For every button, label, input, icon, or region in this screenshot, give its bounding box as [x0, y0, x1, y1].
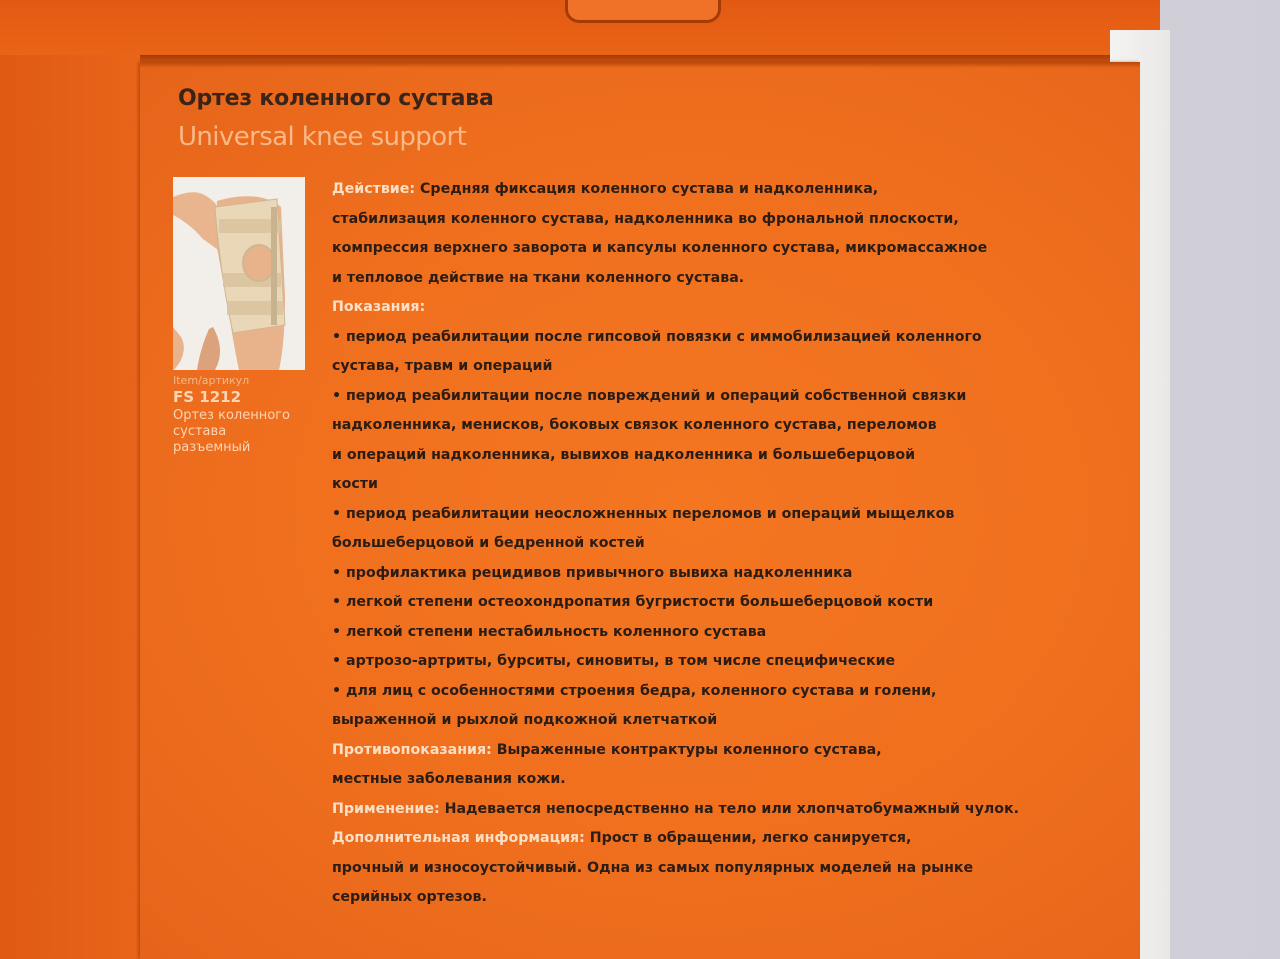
card-fold-shadow [140, 62, 1140, 68]
knee-brace-photo-icon [173, 177, 305, 370]
hang-tab-notch [565, 0, 721, 23]
action-line: и тепловое действие на ткани коленного сустава. [332, 269, 745, 286]
indication-line: • период реабилитации неосложненных переломов и операций мыщелков [332, 505, 955, 522]
indication-line: • легкой степени нестабильность коленного сустава [332, 623, 767, 640]
indication-line: • профилактика рецидивов привычного вывиха надколенника [332, 564, 853, 581]
description-text [332, 175, 1052, 913]
extra-line: серийных ортезов. [332, 889, 487, 905]
item-description-line: разъемный [173, 440, 251, 455]
item-description [173, 408, 313, 456]
box-top-flap [0, 0, 1160, 55]
action-line: Действие: Средняя фиксация коленного сустава и надколенника, [332, 181, 879, 197]
contra-label: Противопоказания: [332, 741, 492, 758]
indication-line: надколенника, менисков, боковых связок коленного сустава, переломов [332, 417, 937, 433]
indication-line: сустава, травм и операций [332, 358, 553, 374]
item-description-line: сустава [173, 424, 227, 439]
extra-line: прочный и износоустойчивый. Одна из самых популярных моделей на рынке [332, 859, 974, 876]
action-label: Действие: [332, 181, 416, 197]
item-label: Item/артикул [173, 374, 250, 387]
extra-label: Дополнительная информация: [332, 830, 585, 846]
action-line: стабилизация коленного сустава, надколенника во фрональной плоскости, [332, 210, 959, 227]
indication-line: • артрозо-артриты, бурситы, синовиты, в том числе специфические [332, 653, 896, 669]
indication-line: выраженной и рыхлой подкожной клетчаткой [332, 712, 718, 728]
indication-line: • период реабилитации после гипсовой повязки с иммобилизацией коленного [332, 328, 982, 345]
extra-line: Дополнительная информация: Прост в обращении, легко санируется, [332, 830, 912, 846]
indication-line: • легкой степени остеохондропатия бугристости большеберцовой кости [332, 594, 934, 610]
item-code: FS 1212 [173, 388, 242, 406]
product-card [140, 62, 1140, 959]
contra-line: местные заболевания кожи. [332, 771, 566, 787]
indications-label: Показания: [332, 299, 426, 315]
box-left-edge [0, 55, 140, 959]
title-english: Universal knee support [178, 122, 467, 152]
indication-line: • для лиц с особенностями строения бедра, коленного сустава и голени, [332, 682, 937, 699]
action-line: компрессия верхнего заворота и капсулы коленного сустава, микромассажное [332, 240, 988, 256]
usage-label: Применение: [332, 800, 440, 817]
contra-line: Противопоказания: Выраженные контрактуры коленного сустава, [332, 741, 882, 758]
indication-line: кости [332, 476, 378, 492]
item-description-line: Ортез коленного [173, 408, 290, 423]
indication-line: • период реабилитации после повреждений и операций собственной связки [332, 387, 967, 404]
usage-line: Применение: Надевается непосредственно на тело или хлопчатобумажный чулок. [332, 800, 1020, 817]
indication-line: и операций надколенника, вывихов надколенника и большеберцовой [332, 446, 916, 463]
title-russian: Ортез коленного сустава [178, 86, 494, 111]
indication-line: большеберцовой и бедренной костей [332, 535, 645, 551]
